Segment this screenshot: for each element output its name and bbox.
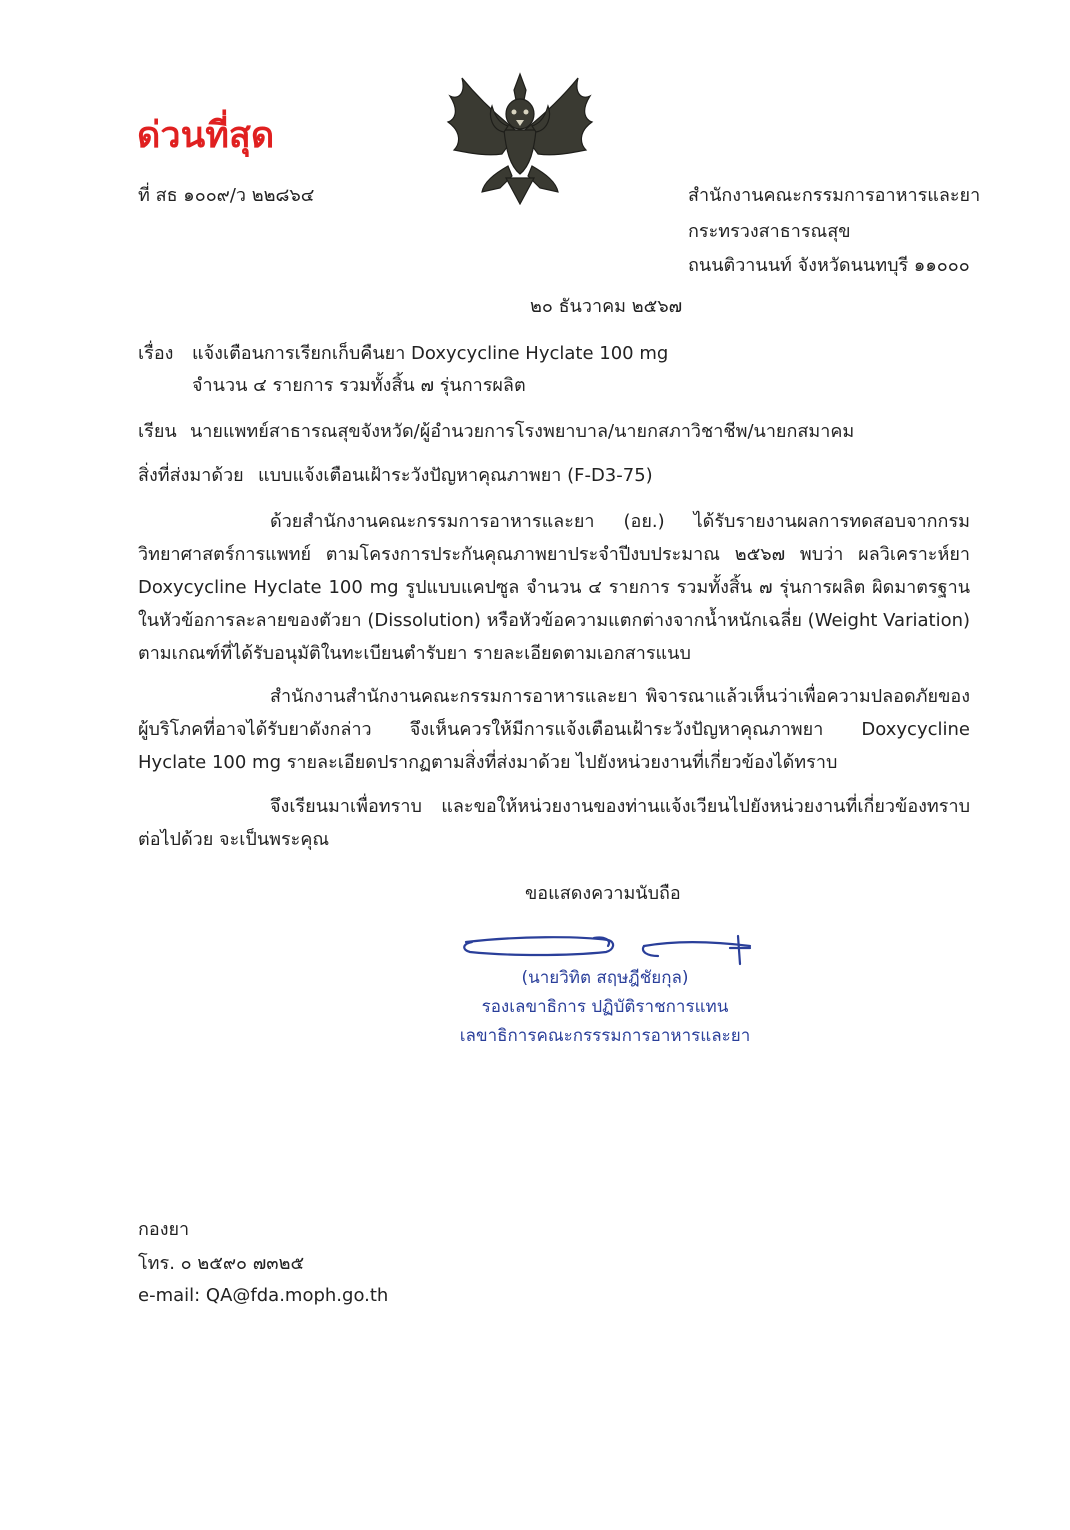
recipient-text: นายแพทย์สาธารณสุขจังหวัด/ผู้อำนวยการโรงพยาบาล/นายกสภาวิชาชีพ/นายกสมาคม bbox=[190, 421, 855, 442]
closing-salutation: ขอแสดงความนับถือ bbox=[525, 883, 681, 904]
enclosure-text: แบบแจ้งเตือนเฝ้าระวังปัญหาคุณภาพยา (F-D3-75) bbox=[258, 465, 653, 486]
document-date: ๒๐ ธันวาคม ๒๕๖๗ bbox=[530, 296, 683, 317]
document-number: ที่ สธ ๑๐๐๙/ว ๒๒๘๖๔ bbox=[138, 185, 315, 206]
sender-address-line-3: ถนนติวานนท์ จังหวัดนนทบุรี ๑๑๐๐๐ bbox=[688, 255, 970, 276]
sender-address-line-1: สำนักงานคณะกรรมการอาหารและยา bbox=[688, 185, 981, 206]
subject-line-1: แจ้งเตือนการเรียกเก็บคืนยา Doxycycline Hyclate 100 mg bbox=[192, 343, 669, 364]
body-paragraph-3: จึงเรียนมาเพื่อทราบ และขอให้หน่วยงานของท่านแจ้งเวียนไปยังหน่วยงานที่เกี่ยวข้องทราบต่อไปด้วย จะเป็นพระคุณ bbox=[138, 796, 970, 850]
signatory-name: (นายวิทิต สฤษฎีชัยกุล) bbox=[521, 968, 689, 988]
garuda-emblem-icon bbox=[440, 70, 600, 205]
subject-label: เรื่อง bbox=[138, 343, 174, 364]
body-paragraph-1: ด้วยสำนักงานคณะกรรมการอาหารและยา (อย.) ได้รับรายงานผลการทดสอบจากกรมวิทยาศาสตร์การแพทย์ ตามโครงการประกันคุณภาพยาประจำปีงบประมาณ ๒๕๖๗ พบว่า ผลวิเคราะห์ยา Doxycycline Hyclate 100 mg รูปแบบแคปซูล จำนวน ๔ รายการ รวมทั้งสิ้น ๗ รุ่นการผลิต ผิดมาตรฐานในหัวข้อการละลายของตัวยา (Dissolution) หรือหัวข้อความแตกต่างจากน้ำหนักเฉลี่ย (Weight Variation) ตามเกณฑ์ที่ได้รับอนุมัติในทะเบียนตำรับยา รายละเอียดตามเอกสารแนบ bbox=[138, 511, 971, 664]
urgency-heading: ด่วนที่สุด bbox=[137, 115, 275, 156]
footer-department: กองยา bbox=[138, 1219, 190, 1240]
recipient-label: เรียน bbox=[138, 421, 177, 442]
body-paragraph-2: สำนักงานสำนักงานคณะกรรมการอาหารและยา พิจารณาแล้วเห็นว่าเพื่อความปลอดภัยของผู้บริโภคที่อาจได้รับยาดังกล่าว จึงเห็นควรให้มีการแจ้งเตือนเฝ้าระวังปัญหาคุณภาพยา Doxycycline Hyclate 100 mg รายละเอียดปรากฏตามสิ่งที่ส่งมาด้วย ไปยังหน่วยงานที่เกี่ยวข้องได้ทราบ bbox=[138, 686, 970, 773]
subject-line-2: จำนวน ๔ รายการ รวมทั้งสิ้น ๗ รุ่นการผลิต bbox=[192, 375, 526, 396]
footer-phone: โทร. ๐ ๒๕๙๐ ๗๓๒๕ bbox=[138, 1253, 305, 1274]
signatory-title-2: เลขาธิการคณะกรรรมการอาหารและยา bbox=[459, 1026, 751, 1046]
enclosure-label: สิ่งที่ส่งมาด้วย bbox=[138, 465, 244, 486]
signatory-title-1: รองเลขาธิการ ปฏิบัติราชการแทน bbox=[481, 997, 729, 1017]
sender-address-line-2: กระทรวงสาธารณสุข bbox=[688, 221, 851, 242]
footer-email: e-mail: QA@fda.moph.go.th bbox=[138, 1285, 389, 1306]
handwritten-signature-icon bbox=[458, 928, 758, 968]
